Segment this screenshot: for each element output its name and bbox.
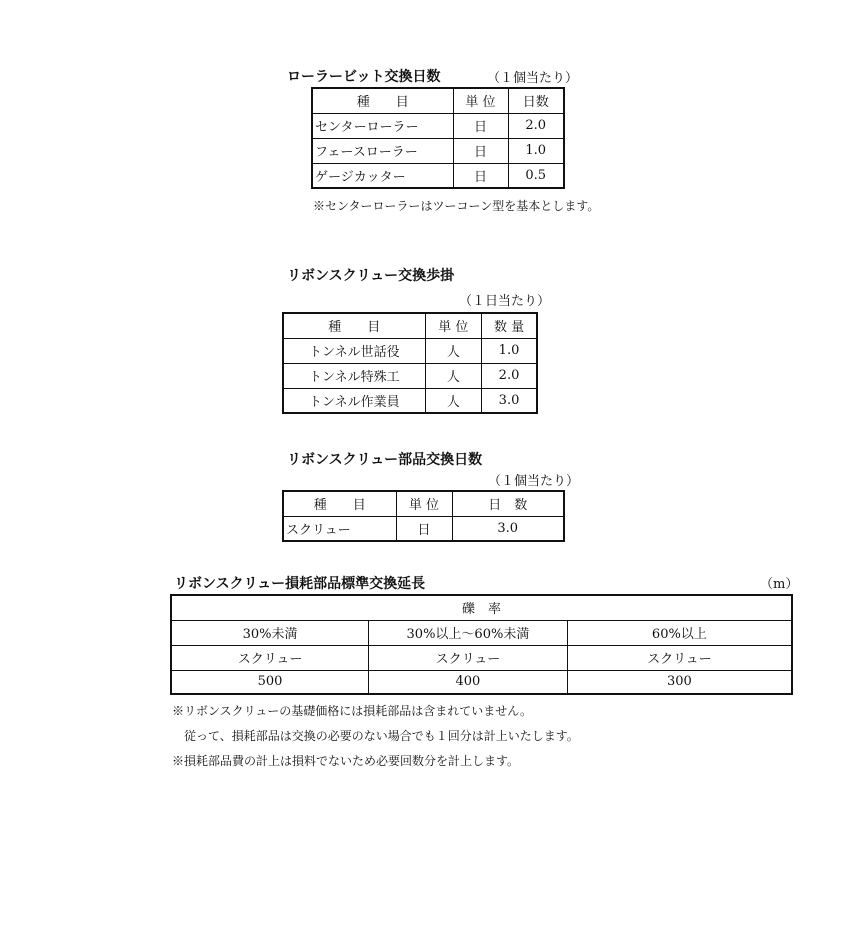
- column-header: 60%以上: [567, 620, 792, 645]
- cell-value: 400: [369, 670, 568, 694]
- header-item: 種 目: [312, 88, 453, 113]
- cell-item: センターローラー: [312, 113, 453, 138]
- wear-parts-note-2: 従って、損耗部品は交換の必要のない場合でも１回分は計上いたします。: [172, 729, 579, 743]
- header-days: 日 数: [452, 491, 564, 516]
- ribbon-screw-labor-table: [282, 312, 538, 414]
- cell-unit: 人: [425, 363, 481, 388]
- cell-value: 3.0: [482, 388, 537, 413]
- table-row: [312, 113, 564, 138]
- ribbon-screw-parts-title: リボンスクリュー部品交換日数: [287, 452, 483, 468]
- ribbon-screw-labor-title: リボンスクリュー交換歩掛: [287, 268, 455, 284]
- cell-item: トンネル作業員: [283, 388, 425, 413]
- header-unit: 単 位: [396, 491, 452, 516]
- header-unit: 単 位: [453, 88, 508, 113]
- table-row: [171, 670, 792, 694]
- cell-unit: 日: [453, 138, 508, 163]
- header-quantity: 数 量: [482, 313, 537, 338]
- header-unit: 単 位: [425, 313, 481, 338]
- header-item: 種 目: [283, 313, 425, 338]
- cell-unit: 日: [396, 516, 452, 541]
- table-row: [312, 163, 564, 188]
- cell-value: 500: [171, 670, 369, 694]
- cell-item: トンネル特殊工: [283, 363, 425, 388]
- table-header-row: [312, 88, 564, 113]
- table-header-row: [283, 491, 564, 516]
- column-header: 30%以上～60%未満: [369, 620, 568, 645]
- table-row: [283, 338, 537, 363]
- table-row: [171, 645, 792, 670]
- ribbon-screw-parts-unit: （１個当たり）: [488, 474, 580, 489]
- roller-bit-title: ローラービット交換日数: [287, 69, 441, 85]
- cell-value: 300: [567, 670, 792, 694]
- table-row: [283, 363, 537, 388]
- table-header-row: [171, 620, 792, 645]
- table-row: [283, 388, 537, 413]
- table-row: [312, 138, 564, 163]
- cell-unit: 人: [425, 388, 481, 413]
- ribbon-screw-parts-table: [282, 490, 565, 542]
- cell-item: フェースローラー: [312, 138, 453, 163]
- gravel-ratio-header: 礫 率: [171, 595, 792, 620]
- cell-item: ゲージカッター: [312, 163, 453, 188]
- column-header: 30%未満: [171, 620, 369, 645]
- roller-bit-table: [311, 87, 565, 189]
- cell-subheader: スクリュー: [369, 645, 568, 670]
- ribbon-screw-labor-unit: （１日当たり）: [459, 294, 551, 309]
- wear-parts-note-1: ※リボンスクリューの基礎価格には損耗部品は含まれていません。: [172, 704, 533, 718]
- cell-item: スクリュー: [283, 516, 396, 541]
- wear-parts-title: リボンスクリュー損耗部品標準交換延長: [174, 576, 426, 592]
- table-header-row: [283, 313, 537, 338]
- header-days: 日数: [508, 88, 564, 113]
- cell-unit: 人: [425, 338, 481, 363]
- table-header-row: [171, 595, 792, 620]
- wear-parts-note-3: ※損耗部品費の計上は損料でないため必要回数分を計上します。: [172, 754, 520, 768]
- cell-subheader: スクリュー: [567, 645, 792, 670]
- cell-value: 2.0: [508, 113, 564, 138]
- table-row: [283, 516, 564, 541]
- cell-unit: 日: [453, 163, 508, 188]
- cell-subheader: スクリュー: [171, 645, 369, 670]
- cell-value: 0.5: [508, 163, 564, 188]
- cell-value: 1.0: [508, 138, 564, 163]
- cell-unit: 日: [453, 113, 508, 138]
- cell-value: 2.0: [482, 363, 537, 388]
- cell-value: 3.0: [452, 516, 564, 541]
- roller-bit-unit: （１個当たり）: [487, 71, 579, 86]
- roller-bit-note: ※センターローラーはツーコーン型を基本とします。: [313, 199, 600, 213]
- cell-item: トンネル世話役: [283, 338, 425, 363]
- wear-parts-table: [170, 594, 793, 695]
- wear-parts-unit: （m）: [760, 577, 799, 592]
- cell-value: 1.0: [482, 338, 537, 363]
- header-item: 種 目: [283, 491, 396, 516]
